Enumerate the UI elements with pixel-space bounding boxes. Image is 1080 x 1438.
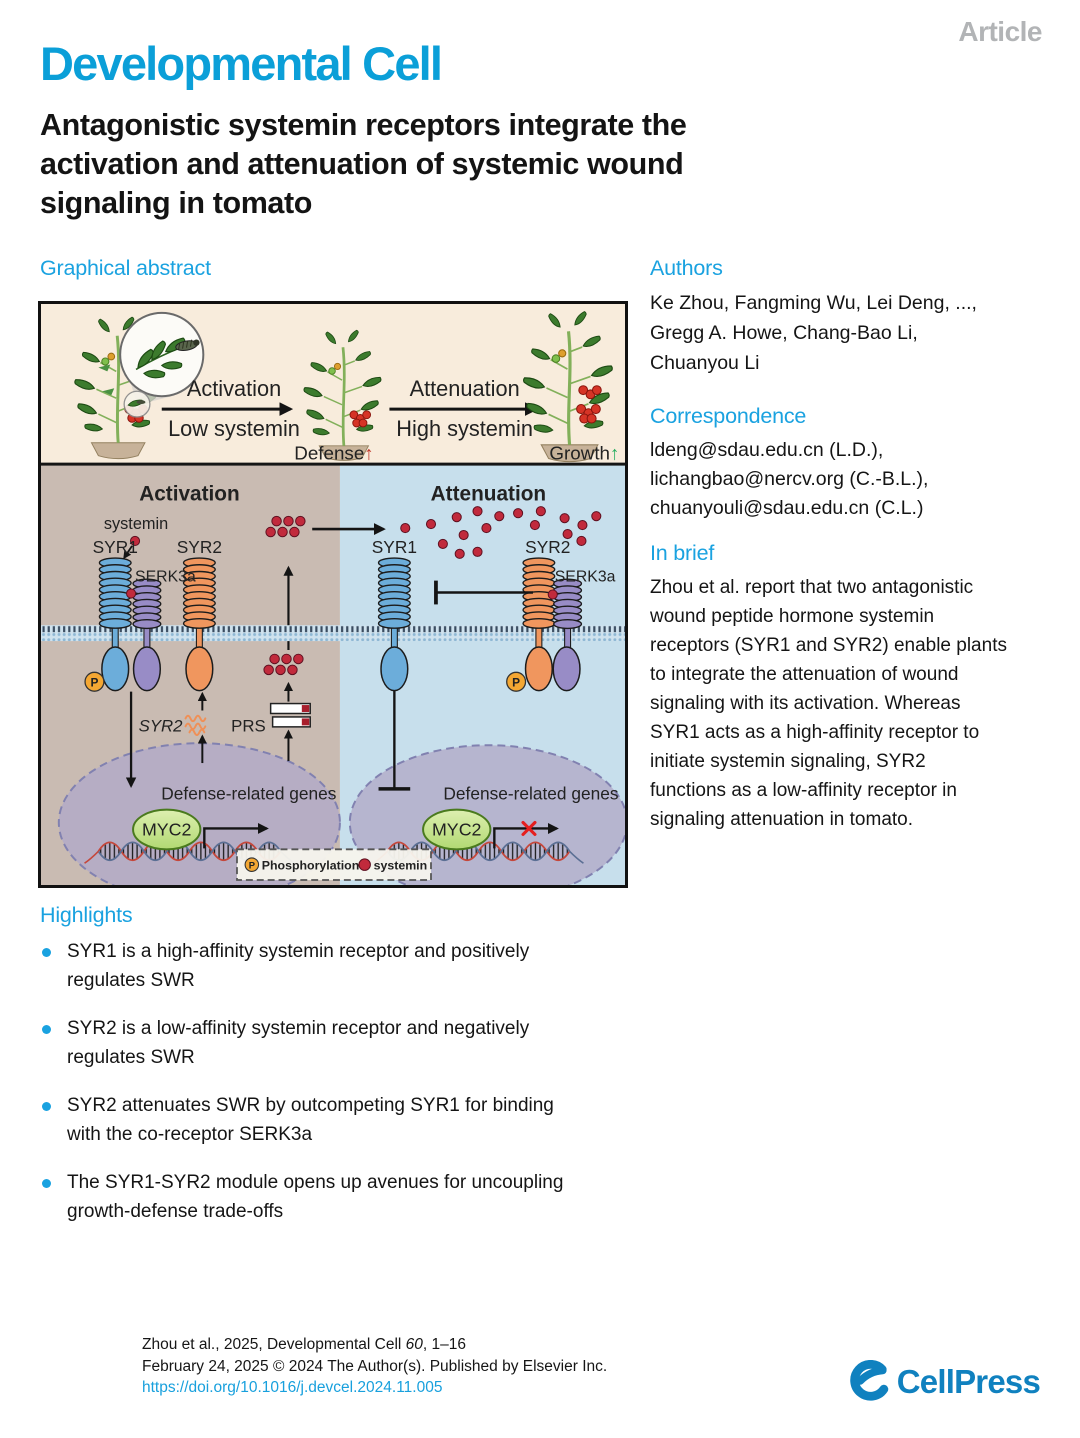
email-link[interactable]: lichangbao@nercv.org (C.-B.L.), xyxy=(650,468,929,490)
graphical-abstract-svg xyxy=(41,304,625,885)
myc2-label-left: MYC2 xyxy=(141,819,192,840)
systemin-label: systemin xyxy=(103,515,169,534)
bullet-icon xyxy=(42,1179,51,1188)
doi-link[interactable]: https://doi.org/10.1016/j.devcel.2024.11.005 xyxy=(142,1379,443,1396)
text-line: signaling attenuation in tomato. xyxy=(650,809,914,830)
syr2-label-left: SYR2 xyxy=(176,536,222,557)
citation-line xyxy=(142,1334,607,1356)
text-line: receptors (SYR1 and SYR2) enable plants xyxy=(650,635,1007,656)
activation-step-label: Activation xyxy=(186,376,282,402)
citation-volume: 60 xyxy=(405,1336,423,1353)
legend-systemin-label: systemin xyxy=(373,858,428,873)
text-line: initiate systemin signaling, SYR2 xyxy=(650,751,926,772)
defense-text: Defense xyxy=(294,442,365,464)
article-type-label: Article xyxy=(958,16,1042,47)
highlight-item xyxy=(40,1169,640,1226)
activation-panel-title: Activation xyxy=(139,482,240,506)
defense-genes-label-right: Defense-related genes xyxy=(443,783,619,804)
systemin-bound-dot xyxy=(127,589,136,598)
syr2-label-right: SYR2 xyxy=(525,536,571,557)
text-line: SYR2 attenuates SWR by outcompeting SYR1 for binding xyxy=(67,1095,554,1116)
paper-title xyxy=(40,106,1000,223)
highlights-list xyxy=(40,938,640,1246)
legend-phosphorylation-label: Phosphorylation xyxy=(261,858,360,873)
syr2-gene-label: SYR2 xyxy=(138,716,183,736)
systemin-bound-dot xyxy=(548,590,557,599)
growth-up-label xyxy=(549,443,619,464)
text-line: Chuanyou Li xyxy=(650,352,760,374)
author-names xyxy=(650,288,977,378)
defense-up-arrow-icon: ↑ xyxy=(364,442,374,464)
myc2-label-right: MYC2 xyxy=(431,819,482,840)
text-line: SYR2 is a low-affinity systemin receptor and negatively xyxy=(67,1018,530,1039)
cellpress-swirl-icon xyxy=(847,1360,891,1404)
correspondence-emails xyxy=(650,436,928,523)
bullet-icon xyxy=(42,948,51,957)
defense-up-label xyxy=(294,443,373,464)
cellpress-logo[interactable] xyxy=(847,1360,1040,1404)
highlight-item xyxy=(40,1092,640,1149)
graphical-abstract-figure xyxy=(38,301,628,888)
text-line: regulates SWR xyxy=(67,969,195,991)
serk3a-label-right: SERK3a xyxy=(554,568,616,586)
title-line: signaling in tomato xyxy=(40,186,312,220)
text-line: Zhou et al. report that two antagonistic xyxy=(650,577,974,598)
in-brief-heading: In brief xyxy=(650,541,715,565)
phospho-p-label: P xyxy=(90,675,99,690)
cellpress-logo-text: CellPress xyxy=(896,1363,1040,1400)
authors-heading: Authors xyxy=(650,256,723,280)
highlights-heading: Highlights xyxy=(40,903,133,927)
text-line: growth-defense trade-offs xyxy=(67,1200,284,1222)
highlight-item xyxy=(40,1015,640,1072)
publisher-line: February 24, 2025 © 2024 The Author(s). Published by Elsevier Inc. xyxy=(142,1357,608,1375)
text-line: to integrate the attenuation of wound xyxy=(650,664,959,685)
graphical-abstract-heading: Graphical abstract xyxy=(40,256,211,280)
email-link[interactable]: chuanyouli@sdau.edu.cn (C.L.) xyxy=(650,497,924,519)
figure-legend xyxy=(237,849,431,880)
citation-pages: , 1–16 xyxy=(422,1336,467,1353)
journal-title: Developmental Cell xyxy=(40,37,442,90)
prs-label: PRS xyxy=(231,716,266,736)
email-link[interactable]: ldeng@sdau.edu.cn (L.D.), xyxy=(650,439,884,461)
growth-text: Growth xyxy=(549,442,611,464)
phospho-legend-p: P xyxy=(248,859,255,871)
bullet-icon xyxy=(42,1102,51,1111)
text-line: The SYR1-SYR2 module opens up avenues for uncoupling xyxy=(67,1172,564,1193)
low-systemin-label: Low systemin xyxy=(168,415,300,441)
text-line: SYR1 is a high-affinity systemin receptor and positively xyxy=(67,941,530,962)
text-line: signaling with its activation. Whereas xyxy=(650,693,961,714)
serk3a-label-left: SERK3a xyxy=(135,568,196,586)
growth-up-arrow-icon: ↑ xyxy=(610,442,620,464)
text-line: SYR1 acts as a high-affinity receptor to xyxy=(650,722,980,743)
syr1-receptor-right xyxy=(379,558,411,691)
title-line: Antagonistic systemin receptors integrate the xyxy=(40,108,687,142)
text-line: Gregg A. Howe, Chang-Bao Li, xyxy=(650,322,918,344)
syr1-label-left: SYR1 xyxy=(92,536,138,557)
phospho-p-label: P xyxy=(512,675,521,690)
highlight-item xyxy=(40,938,640,995)
citation-prefix: Zhou et al., 2025, Developmental Cell xyxy=(142,1336,406,1353)
text-line: with the co-receptor SERK3a xyxy=(67,1123,313,1145)
text-line: wound peptide hormone systemin xyxy=(650,606,935,627)
text-line: Ke Zhou, Fangming Wu, Lei Deng, ..., xyxy=(650,292,977,314)
in-brief-text xyxy=(650,573,1050,834)
systemin-legend-icon xyxy=(359,859,370,871)
text-line: regulates SWR xyxy=(67,1046,195,1068)
high-systemin-label: High systemin xyxy=(396,415,533,441)
syr1-label-right: SYR1 xyxy=(371,536,417,557)
text-line: functions as a low-affinity receptor in xyxy=(650,780,957,801)
footer-citation xyxy=(142,1334,607,1399)
attenuation-panel-title: Attenuation xyxy=(430,482,547,506)
defense-genes-label-left: Defense-related genes xyxy=(161,783,337,804)
bullet-icon xyxy=(42,1025,51,1034)
title-line: activation and attenuation of systemic wound xyxy=(40,147,684,181)
correspondence-heading: Correspondence xyxy=(650,404,807,428)
attenuation-step-label: Attenuation xyxy=(409,376,520,402)
